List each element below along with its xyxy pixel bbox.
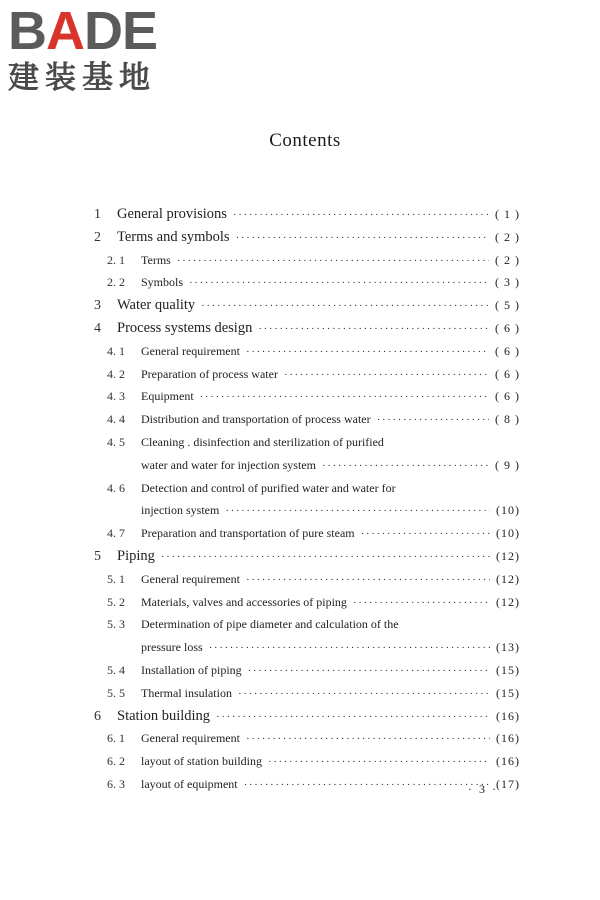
dot-leader	[200, 386, 489, 409]
toc-entry[interactable]	[88, 249, 520, 272]
dot-leader	[233, 204, 489, 227]
toc-entry-title: Preparation of process water	[141, 366, 278, 381]
toc-entry-title: Process systems design	[117, 319, 253, 336]
toc-entry[interactable]	[88, 659, 520, 682]
page-number: · 3 ·	[468, 782, 498, 796]
toc-entry-page: (10)	[496, 503, 520, 518]
toc-entry-title: Materials, valves and accessories of piping	[141, 594, 347, 609]
toc-entry-title: Distribution and transportation of process water	[141, 412, 371, 427]
toc-entry-page: ( 3 )	[495, 275, 520, 290]
toc-entry-number: 5. 5	[107, 685, 125, 700]
toc-entry-page: ( 2 )	[495, 252, 520, 267]
toc-entry-title: Piping	[117, 547, 155, 564]
toc-entry[interactable]	[88, 271, 520, 294]
toc-entry-number: 2. 1	[107, 252, 125, 267]
toc-entry-number: 4. 5	[107, 434, 125, 449]
toc-entry-page: ( 9 )	[495, 457, 520, 472]
toc-entry-number: 4. 4	[107, 412, 125, 427]
toc-entry[interactable]	[88, 568, 520, 591]
toc-entry-number: 4	[94, 320, 101, 336]
dot-leader	[361, 523, 490, 546]
toc-entry-title: Terms	[141, 252, 171, 267]
toc-entry[interactable]	[88, 477, 520, 523]
toc-entry-page: (10)	[496, 526, 520, 541]
toc-entry-page: (17)	[496, 776, 520, 791]
toc-entry[interactable]	[88, 317, 520, 340]
bade-logo	[8, 1, 174, 96]
toc-entry[interactable]	[88, 727, 520, 750]
dot-leader	[177, 250, 489, 273]
toc-entry-title: water and water for injection system	[141, 457, 316, 472]
toc-entry-title: Symbols	[141, 275, 184, 290]
dot-leader	[246, 341, 489, 364]
toc-entry-title: Thermal insulation	[141, 685, 232, 700]
dot-leader	[225, 500, 490, 523]
toc-entry[interactable]	[88, 226, 520, 249]
toc-entry-title: General requirement	[141, 571, 240, 586]
logo-cjk-text: 建装基地	[8, 60, 156, 96]
toc-entry-number: 5. 3	[107, 617, 125, 632]
toc-entry-title: layout of equipment	[141, 776, 238, 791]
dot-leader	[268, 751, 490, 774]
toc-entry-page: (12)	[496, 571, 520, 586]
dot-leader	[236, 227, 489, 250]
logo-wordmark: BADE	[8, 1, 158, 61]
toc-entry-number: 2. 2	[107, 275, 125, 290]
toc-entry-number: 6. 2	[107, 754, 125, 769]
toc-entry[interactable]	[88, 545, 520, 568]
toc-entry-title: Equipment	[141, 389, 194, 404]
page-title: Contents	[269, 130, 341, 151]
dot-leader	[161, 546, 490, 569]
dot-leader	[246, 569, 490, 592]
toc-entry-page: (16)	[496, 731, 520, 746]
toc-entry-title: General requirement	[141, 343, 240, 358]
dot-leader	[246, 728, 490, 751]
toc-entry[interactable]	[88, 591, 520, 614]
dot-leader	[209, 637, 490, 660]
toc-entry[interactable]	[88, 340, 520, 363]
toc-entry-page: ( 6 )	[495, 366, 520, 381]
toc-entry-number: 5. 1	[107, 571, 125, 586]
toc-entry-title: General requirement	[141, 731, 240, 746]
toc-entry-page: (15)	[496, 662, 520, 677]
toc-entry-title: injection system	[141, 503, 220, 518]
dot-leader	[248, 660, 490, 683]
toc-entry-title: layout of station building	[141, 754, 262, 769]
toc-entry-title: General provisions	[117, 206, 227, 222]
toc-entry[interactable]	[88, 431, 520, 477]
dot-leader	[284, 364, 489, 387]
toc-entry-number: 6. 1	[107, 731, 125, 746]
toc-entry[interactable]	[88, 613, 520, 659]
toc-entry[interactable]	[88, 294, 520, 317]
toc-entry-number: 4. 1	[107, 343, 125, 358]
toc-entry-page: ( 6 )	[495, 343, 520, 358]
dot-leader	[189, 272, 489, 295]
toc-entry-title: Water quality	[117, 297, 196, 314]
toc-entry[interactable]	[88, 682, 520, 705]
toc-entry-number: 5. 2	[107, 594, 125, 609]
toc-entry-number: 6. 3	[107, 776, 125, 791]
toc-entry[interactable]	[88, 773, 520, 796]
toc-entry-page: (16)	[496, 708, 520, 723]
dot-leader	[244, 774, 490, 797]
toc-entry-page: (13)	[496, 640, 520, 655]
toc-entry-number: 5	[94, 548, 101, 564]
dot-leader	[353, 592, 490, 615]
dot-leader	[258, 318, 489, 341]
toc-entry-title: Terms and symbols	[117, 228, 230, 245]
toc-entry-page: (15)	[496, 685, 520, 700]
toc-entry[interactable]	[88, 408, 520, 431]
toc-entry-number: 3	[94, 298, 101, 314]
toc-entry-number: 6	[94, 708, 101, 724]
toc-entry[interactable]	[88, 385, 520, 408]
toc-entry-title: Station building	[117, 707, 211, 724]
dot-leader	[377, 409, 489, 432]
toc-entry-number: 5. 4	[107, 662, 125, 677]
toc-entry[interactable]	[88, 522, 520, 545]
toc-entry-number: 4. 2	[107, 366, 125, 381]
toc-entry-number: 4. 3	[107, 389, 125, 404]
toc-entry-title: Determination of pipe diameter and calculation of the	[141, 617, 399, 632]
toc-entry[interactable]	[88, 203, 520, 226]
toc-entry-page: ( 6 )	[495, 320, 520, 335]
dot-leader	[238, 683, 490, 706]
toc-entry-page: (12)	[496, 594, 520, 609]
toc-entry-number: 2	[94, 229, 101, 245]
toc-entry-title: Preparation and transportation of pure steam	[141, 526, 355, 541]
toc-entry-page: ( 2 )	[495, 229, 520, 244]
toc-entry-number: 4. 7	[107, 526, 125, 541]
table-of-contents	[88, 203, 520, 796]
toc-entry-page: (12)	[496, 548, 520, 563]
toc-entry-title: Detection and control of purified water and water for	[141, 480, 396, 495]
toc-entry-page: ( 1 )	[495, 207, 520, 221]
toc-entry[interactable]	[88, 750, 520, 773]
toc-entry-page: ( 5 )	[495, 298, 520, 313]
toc-entry-title: pressure loss	[141, 640, 203, 655]
toc-entry-number: 1	[94, 207, 101, 222]
dot-leader	[322, 455, 489, 478]
dot-leader	[216, 706, 490, 729]
toc-entry-title: Installation of piping	[141, 662, 242, 677]
toc-entry-page: ( 6 )	[495, 389, 520, 404]
dot-leader	[201, 295, 489, 318]
toc-entry[interactable]	[88, 363, 520, 386]
toc-entry-number: 4. 6	[107, 480, 125, 495]
toc-entry[interactable]	[88, 705, 520, 728]
toc-entry-page: (16)	[496, 754, 520, 769]
toc-entry-page: ( 8 )	[495, 412, 520, 427]
toc-entry-title: Cleaning . disinfection and sterilization of purified	[141, 434, 384, 449]
